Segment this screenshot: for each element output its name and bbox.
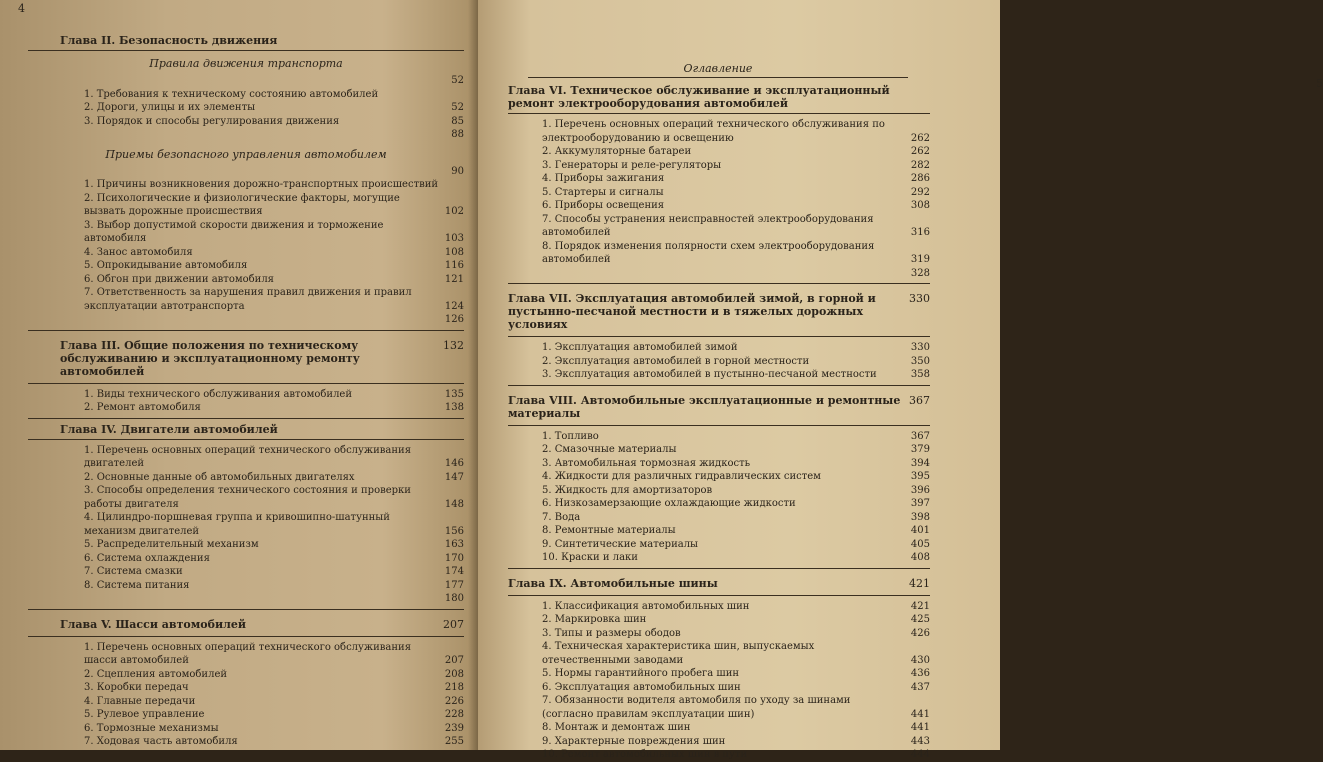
toc-page: 405 — [910, 538, 930, 550]
toc-title: 2. Основные данные об автомобильных двигателях — [84, 471, 355, 483]
toc-entry — [508, 172, 930, 186]
toc-page: 226 — [444, 695, 464, 707]
chapter-row — [28, 614, 464, 633]
chapter-row — [508, 288, 930, 333]
toc-entry — [508, 748, 930, 762]
divider — [28, 418, 464, 419]
toc-page: 146 — [444, 458, 464, 469]
toc-title: 2. Смазочные материалы — [542, 444, 677, 455]
chapter-page: 330 — [909, 292, 930, 305]
toc-title: 2. Психологические и физиологические факторы, могущие вызвать дорожные происшествия — [84, 192, 400, 217]
toc-entry — [508, 667, 930, 681]
toc-entry — [28, 641, 464, 668]
toc-entry — [28, 511, 464, 538]
toc-entry — [28, 444, 464, 471]
toc-title: 7. Способы устранения неисправностей электрооборудования автомобилей — [542, 213, 874, 238]
toc-title: 9. Характерные повреждения шин — [542, 735, 726, 747]
toc-title: 3. Эксплуатация автомобилей в пустынно-песчаной местности — [542, 369, 877, 380]
toc-title: 7. Ходовая часть автомобиля — [84, 736, 238, 747]
toc-list — [508, 341, 930, 382]
chapter-title: Глава VI. Техническое обслуживание и эксплуатационный ремонт электрооборудования автомобилей — [508, 84, 890, 110]
section-heading: Приемы безопасного управления автомобилем — [105, 147, 387, 161]
toc-entry — [508, 613, 930, 627]
toc-page: 398 — [910, 511, 930, 523]
toc-page: 88 — [451, 129, 464, 140]
toc-entry — [28, 401, 464, 415]
toc-entry — [28, 484, 464, 511]
toc-entry — [508, 430, 930, 444]
toc-entry — [28, 273, 464, 287]
toc-title: 2. Ремонт автомобиля — [84, 402, 201, 413]
toc-page: 397 — [910, 498, 930, 509]
toc-title: 6. Эксплуатация автомобильных шин — [542, 681, 741, 693]
divider — [508, 113, 930, 114]
toc-title: 3. Способы определения технического состояния и проверки работы двигателя — [84, 485, 411, 510]
toc-title: 4. Главные передачи — [84, 695, 196, 707]
toc-page: 292 — [910, 186, 930, 198]
toc-page: 208 — [444, 668, 464, 680]
toc-title: 2. Сцепления автомобилей — [84, 668, 228, 680]
toc-page: 52 — [451, 102, 464, 113]
toc-page: 138 — [444, 402, 464, 413]
toc-entry — [508, 213, 930, 240]
toc-entry — [28, 88, 464, 102]
toc-entry — [28, 74, 464, 88]
toc-page: 379 — [910, 444, 930, 455]
toc-title: 4. Жидкости для различных гидравлических систем — [542, 471, 821, 482]
chapter-title: Глава III. Общие положения по техническому обслуживанию и эксплуатационному ремонту автомобилей — [60, 338, 360, 378]
toc-page: 350 — [910, 355, 930, 367]
divider — [508, 283, 930, 284]
toc-entry — [508, 240, 930, 267]
toc-list — [28, 641, 464, 749]
toc-page: 367 — [910, 430, 930, 442]
toc-page: 52 — [451, 75, 464, 86]
toc-page: 108 — [444, 246, 464, 258]
toc-title: 3. Генераторы и реле-регуляторы — [542, 159, 722, 171]
toc-entry — [508, 497, 930, 511]
toc-entry — [28, 101, 464, 115]
toc-entry — [508, 640, 930, 667]
toc-page: 425 — [910, 614, 930, 625]
toc-page: 395 — [910, 471, 930, 482]
toc-title: 6. Обгон при движении автомобиля — [84, 273, 274, 285]
toc-page: 180 — [444, 593, 464, 604]
toc-entry — [508, 721, 930, 735]
toc-title: 8. Монтаж и демонтаж шин — [542, 722, 691, 733]
toc-title: 10. Краски и лаки — [542, 552, 638, 563]
toc-title: 9. Синтетические материалы — [542, 538, 699, 550]
toc-entry — [28, 735, 464, 749]
toc-title: 5. Опрокидывание автомобиля — [84, 260, 248, 271]
toc-page: 156 — [444, 525, 464, 537]
toc-title: 5. Жидкость для амортизаторов — [542, 484, 713, 496]
toc-title: 1. Классификация автомобильных шин — [542, 600, 750, 612]
page-number-right: 5 — [1316, 77, 1323, 90]
toc-page: 135 — [444, 388, 464, 400]
toc-page: 177 — [444, 579, 464, 591]
toc-entry — [28, 565, 464, 579]
running-head: Оглавление — [528, 62, 908, 78]
toc-entry — [28, 115, 464, 129]
toc-entry — [508, 735, 930, 749]
toc-page: 328 — [910, 267, 930, 279]
chapter-title: Глава IV. Двигатели автомобилей — [60, 422, 278, 436]
toc-title: 8. Ремонтные материалы — [542, 525, 676, 536]
toc-page: 102 — [444, 206, 464, 217]
chapter-page: 421 — [909, 576, 930, 590]
chapter-title: Глава II. Безопасность движения — [60, 34, 278, 47]
toc-page: 394 — [910, 457, 930, 469]
toc-entry — [28, 538, 464, 552]
chapter-row — [508, 573, 930, 592]
chapter-title: Глава IX. Автомобильные шины — [508, 576, 718, 590]
toc-page: 228 — [444, 709, 464, 720]
chapter-page: 367 — [909, 393, 930, 407]
chapter-page: 132 — [443, 338, 464, 352]
toc-entry — [508, 470, 930, 484]
toc-title: 6. Приборы освещения — [542, 200, 665, 211]
toc-entry — [28, 192, 464, 219]
toc-title: 1. Причины возникновения дорожно-транспортных происшествий — [84, 179, 439, 190]
divider — [508, 336, 930, 337]
toc-title: 6. Система охлаждения — [84, 552, 210, 564]
toc-entry — [508, 457, 930, 471]
page-number-left: 4 — [18, 2, 25, 15]
toc-entry — [28, 592, 464, 606]
toc-entry — [508, 186, 930, 200]
toc-title: 4. Техническая характеристика шин, выпускаемых отечественными заводами — [542, 641, 815, 666]
toc-page: 358 — [910, 369, 930, 380]
toc-page: 282 — [910, 159, 930, 171]
toc-title: 5. Нормы гарантийного пробега шин — [542, 668, 740, 679]
toc-list — [28, 178, 464, 327]
toc-title: 2. Маркировка шин — [542, 614, 647, 625]
toc-entry — [28, 313, 464, 327]
toc-page: 121 — [444, 273, 464, 285]
toc-entry — [28, 471, 464, 485]
toc-entry — [508, 551, 930, 565]
toc-title: 1. Виды технического обслуживания автомобилей — [84, 388, 353, 400]
chapter-row — [28, 335, 464, 380]
toc-page: 174 — [444, 566, 464, 577]
chapter-title: Глава VIII. Автомобильные эксплуатационные и ремонтные материалы — [508, 393, 901, 420]
toc-entry — [28, 128, 464, 142]
toc-entry — [28, 708, 464, 722]
toc-entry — [508, 267, 930, 281]
toc-entry — [508, 627, 930, 641]
toc-page: 124 — [444, 300, 464, 312]
toc-title: 2. Эксплуатация автомобилей в горной местности — [542, 355, 810, 367]
toc-title: 7. Обязанности водителя автомобиля по уходу за шинами (согласно правилам эксплуатации шин) — [542, 695, 851, 720]
toc-page: 116 — [444, 260, 464, 271]
toc-title: 5. Стартеры и сигналы — [542, 186, 664, 198]
toc-page: 239 — [444, 722, 464, 734]
toc-page: 90 — [451, 165, 464, 177]
toc-page: 255 — [444, 736, 464, 747]
toc-title: 8. Система питания — [84, 579, 190, 591]
toc-entry — [28, 388, 464, 402]
divider — [28, 609, 464, 610]
toc-entry — [28, 722, 464, 736]
toc-entry — [508, 341, 930, 355]
toc-title: 3. Выбор допустимой скорости движения и торможение автомобиля — [84, 219, 384, 244]
toc-entry — [28, 246, 464, 260]
toc-title: 8. Порядок изменения полярности схем электрооборудования автомобилей — [542, 240, 875, 265]
toc-title: 7. Вода — [542, 511, 581, 523]
divider — [28, 636, 464, 637]
toc-page: 319 — [910, 254, 930, 265]
toc-page: 430 — [910, 654, 930, 666]
divider — [508, 595, 930, 596]
toc-page: 396 — [910, 484, 930, 496]
toc-title: 3. Коробки передач — [84, 682, 189, 693]
toc-entry — [28, 178, 464, 192]
toc-page: 170 — [444, 552, 464, 564]
toc-title: 10. Ремонт автомобильных шин в пути — [542, 749, 748, 760]
toc-title: 6. Низкозамерзающие охлаждающие жидкости — [542, 498, 796, 509]
right-page — [478, 0, 1323, 760]
toc-title: 6. Тормозные механизмы — [84, 722, 219, 734]
toc-title: 2. Дороги, улицы и их элементы — [84, 102, 256, 113]
toc-title: 1. Перечень основных операций технического обслуживания двигателей — [84, 444, 412, 469]
toc-page: 401 — [910, 525, 930, 536]
toc-page: 286 — [910, 173, 930, 184]
toc-entry — [508, 443, 930, 457]
chapter-title: Глава V. Шасси автомобилей — [60, 617, 247, 631]
toc-entry — [28, 695, 464, 709]
toc-page: 444 — [910, 749, 930, 760]
toc-entry — [508, 511, 930, 525]
toc-list — [28, 444, 464, 606]
toc-page: 441 — [910, 708, 930, 720]
toc-page: 218 — [444, 682, 464, 693]
toc-page: 103 — [444, 233, 464, 244]
left-page — [0, 0, 478, 750]
divider — [508, 568, 930, 569]
divider — [28, 383, 464, 384]
toc-entry — [508, 199, 930, 213]
toc-title: 1. Перечень основных операций технического обслуживания шасси автомобилей — [84, 641, 412, 666]
toc-page: 316 — [910, 227, 930, 238]
divider — [508, 425, 930, 426]
divider — [28, 330, 464, 331]
toc-entry — [508, 600, 930, 614]
toc-entry — [508, 694, 930, 721]
toc-entry — [508, 118, 930, 145]
toc-title: 5. Распределительный механизм — [84, 539, 259, 550]
toc-entry — [28, 165, 464, 179]
toc-page: 262 — [910, 132, 930, 144]
toc-entry — [28, 259, 464, 273]
toc-title: 2. Аккумуляторные батареи — [542, 146, 692, 157]
toc-page: 408 — [910, 552, 930, 563]
toc-entry — [508, 368, 930, 382]
toc-list — [508, 118, 930, 280]
toc-title: 1. Эксплуатация автомобилей зимой — [542, 342, 738, 353]
toc-entry — [28, 668, 464, 682]
toc-title: 1. Требования к техническому состоянию автомобилей — [84, 88, 379, 100]
toc-page: 148 — [444, 498, 464, 510]
toc-page: 443 — [910, 735, 930, 747]
toc-page: 437 — [910, 681, 930, 693]
chapter-row — [508, 390, 930, 422]
toc-title: 3. Порядок и способы регулирования движения — [84, 115, 340, 127]
toc-entry — [508, 681, 930, 695]
toc-title: 1. Топливо — [542, 430, 599, 442]
toc-page: 308 — [910, 200, 930, 211]
toc-entry — [508, 145, 930, 159]
toc-page: 262 — [910, 146, 930, 157]
toc-title: 4. Цилиндро-поршневая группа и кривошипно-шатунный механизм двигателей — [84, 512, 390, 537]
section-heading: Правила движения транспорта — [149, 57, 343, 70]
toc-title: 4. Занос автомобиля — [84, 246, 193, 258]
toc-title: 3. Автомобильная тормозная жидкость — [542, 457, 751, 469]
toc-page: 436 — [910, 668, 930, 679]
toc-page: 330 — [910, 342, 930, 353]
toc-title: 1. Перечень основных операций технического обслуживания по электрооборудованию и освещению — [542, 119, 885, 144]
toc-title: 4. Приборы зажигания — [542, 173, 665, 184]
toc-page: 426 — [910, 627, 930, 639]
toc-title: 7. Система смазки — [84, 566, 183, 577]
toc-entry — [28, 579, 464, 593]
toc-entry — [508, 159, 930, 173]
toc-entry — [28, 681, 464, 695]
divider — [28, 50, 464, 51]
toc-entry — [508, 524, 930, 538]
toc-entry — [508, 484, 930, 498]
toc-page: 421 — [910, 600, 930, 612]
toc-page: 126 — [444, 314, 464, 325]
toc-page: 207 — [444, 655, 464, 666]
chapter-page: 207 — [443, 617, 464, 631]
toc-entry — [508, 355, 930, 369]
toc-title: 3. Типы и размеры ободов — [542, 627, 681, 639]
toc-list — [28, 388, 464, 415]
toc-title: 5. Рулевое управление — [84, 709, 205, 720]
toc-page: 85 — [451, 115, 464, 127]
toc-entry — [28, 286, 464, 313]
chapter-title: Глава VII. Эксплуатация автомобилей зимой, в горной и пустынно-песчаной местности и в тяжелых дорожных условиях — [508, 292, 876, 331]
toc-page: 163 — [444, 539, 464, 550]
toc-entry — [28, 219, 464, 246]
divider — [508, 385, 930, 386]
toc-entry — [28, 552, 464, 566]
divider — [28, 439, 464, 440]
toc-title: 7. Ответственность за нарушения правил движения и правил эксплуатации автотранспорта — [84, 287, 412, 312]
toc-entry — [508, 538, 930, 552]
toc-page: 441 — [910, 722, 930, 733]
toc-list — [508, 600, 930, 762]
toc-page: 147 — [444, 471, 464, 483]
toc-list — [28, 88, 464, 142]
toc-list — [508, 430, 930, 565]
